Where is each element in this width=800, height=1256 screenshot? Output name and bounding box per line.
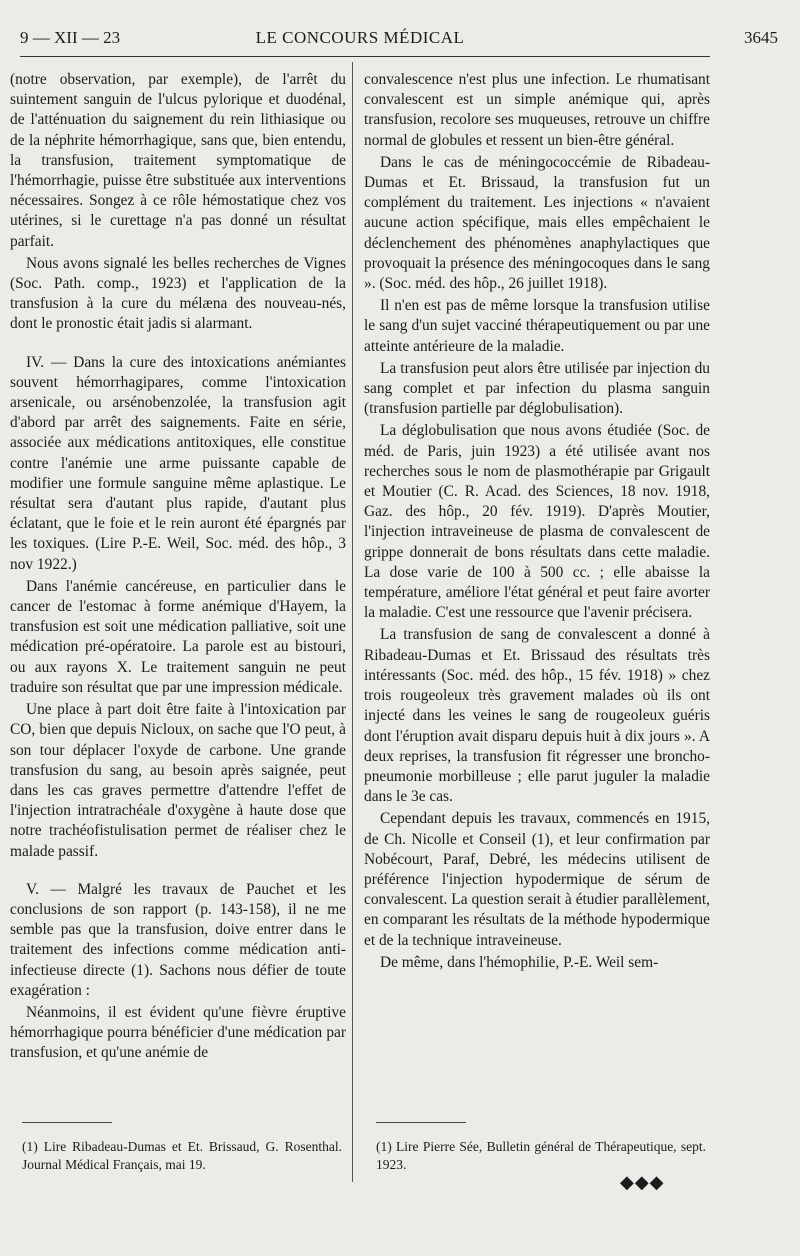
paragraph: IV. — Dans la cure des intoxications anémiantes souvent hémorrhagipares, comme l'intoxication arsenicale, ou arsénobenzolée, la transfusion agit d'abord par arrêt des saignements. Faite en série, associée aux médications antitoxiques, elle constitue contre l'anémie une arme puissante capable de modifier une formule sanguine même aplastique. Le résultat sera d'autant plus rapide, d'autant plus éclatant, que le foie et le rein auront été épargnés par les toxiques. (Lire P.-E. Weil, Soc. méd. des hôp., 3 nov 1922.): [10, 353, 346, 573]
paragraph: Une place à part doit être faite à l'intoxication par CO, bien que depuis Nicloux, on sache que l'O peut, à son tour déplacer l'oxyde de carbone. Une grande transfusion du sang, au besoin après saignée, peut dans les cas graves permettre d'attendre l'effet de l'injection intratrachéale d'oxygène à haute dose que notre trachéofistulisation permet de réaliser chez le malade passif.: [10, 701, 346, 860]
page-header: [20, 28, 778, 52]
footnote-left: (1) Lire Ribadeau-Dumas et Et. Brissaud, G. Rosenthal. Journal Médical Français, mai 19.: [22, 1139, 342, 1172]
paragraph: Cependant depuis les travaux, commencés en 1915, de Ch. Nicolle et Conseil (1), et leur confirmation par Nobécourt, Paraf, Debré, les médecins utilisent de préférence l'injection hypodermique de sérum de convalescent. La question serait à étudier parallèlement, en comparant les résultats de la méthode hypodermique et de la technique intraveineuse.: [364, 810, 710, 949]
journal-title: LE CONCOURS MÉDICAL: [255, 28, 465, 47]
issue-reference: 9 — XII — 23: [20, 28, 121, 47]
right-column: [364, 70, 710, 975]
paragraph: Dans l'anémie cancéreuse, en particulier dans le cancer de l'estomac à forme anémique d'Hayem, la transfusion est soit une médication palliative, soit une médication pré-opératoire. La parole est au bistouri, ou aux rayons X. Le traitement sanguin ne peut traduire son résultat que par une impression médicale.: [10, 577, 346, 696]
paragraph: Dans le cas de méningococcémie de Ribadeau-Dumas et Et. Brissaud, la transfusion fut un complément du traitement. Les injections « n'avaient aucune action spécifique, mais elles empêchaient le déclenchement des phénomènes anaphylactiques que provoquait la présence des méningocoques dans le sang ». (Soc. méd. des hôp., 26 juillet 1918).: [364, 153, 710, 293]
paragraph: (notre observation, par exemple), de l'arrêt du suintement sanguin de l'ulcus pylorique et duodénal, de l'atténuation du saignement du rein lithiasique ou de la néphrite hémorrhagique, sans que, bien entendu, la transfusion, traitement symptomatique de l'hémorrhagie, puisse être substituée aux interventions nécessaires. Songez à ce rôle hémostatique chez vos utérines, si le curettage n'a pas donné un résultat parfait.: [10, 71, 346, 250]
footnote-rule-left: [22, 1122, 112, 1123]
paragraph: La transfusion peut alors être utilisée par injection du sang complet et par infection du plasma sanguin (transfusion partielle par déglobulisation).: [364, 359, 710, 418]
paragraph: La déglobulisation que nous avons étudiée (Soc. de méd. de Paris, juin 1923) a été utilisée avant nos recherches sous le nom de plasmothérapie par Grigault et Moutier (C. R. Acad. des Sciences, 18 nov. 1918, Gaz. des hôp., 20 fév. 1919). D'après Moutier, l'injection intraveineuse de plasma de convalescent de grippe donnerait de bons résultats dans cette maladie. La dose varie de 100 à 500 cc. ; elle abaisse la température, améliore l'état général et peut faire avorter la maladie. C'est une ressource que l'avenir précisera.: [364, 422, 710, 622]
footnote-rule-right: [376, 1122, 466, 1123]
paragraph: V. — Malgré les travaux de Pauchet et les conclusions de son rapport (p. 143-158), il ne me semble pas que la transfusion, doive entrer dans le traitement des infections comme médication anti-infectieuse directe (1). Sachons nous défier de toute exagération :: [10, 880, 346, 999]
page-number: 3645: [744, 28, 778, 47]
paragraph: convalescence n'est plus une infection. Le rhumatisant convalescent est un simple anémique qui, après transfusion, recolore ses muqueuses, retrouve un chiffre normal de globules et ressent un bien-être général.: [364, 71, 710, 149]
paragraph: De même, dans l'hémophilie, P.-E. Weil sem-: [380, 953, 659, 971]
header-rule: [20, 56, 710, 57]
paragraph: La transfusion de sang de convalescent a donné à Ribadeau-Dumas et Et. Brissaud des résultats très intéressants (Soc. méd. des hôp., 15 fév. 1918) » chez trois rougeoleux très gravement malades où ils ont injecté dans les veines le sang de rougeoleux guéris dont l'éruption avait disparu depuis huit à dix jours ». A deux reprises, la transfusion fit régresser une broncho-pneumonie morbilleuse ; elle parut juguler la maladie dans le 3e cas.: [364, 626, 710, 806]
paragraph: Néanmoins, il est évident qu'une fièvre éruptive hémorrhagique pourra bénéficier d'une médication par transfusion, et qu'une anémie de: [10, 1003, 346, 1062]
column-divider: [352, 62, 353, 1182]
paragraph: Nous avons signalé les belles recherches de Vignes (Soc. Path. comp., 1923) et l'application de la transfusion à la cure du mélæna des nouveau-nés, dont le pronostic était jadis si alarmant.: [10, 254, 346, 333]
ornament-icon: ◆◆◆: [620, 1172, 665, 1193]
paragraph: Il n'en est pas de même lorsque la transfusion utilise le sang d'un sujet vacciné thérapeutiquement ou par une atteinte antérieure de la maladie.: [364, 297, 710, 355]
left-column: [10, 70, 346, 1066]
footnote-right: (1) Lire Pierre Sée, Bulletin général de Thérapeutique, sept. 1923.: [376, 1139, 706, 1172]
